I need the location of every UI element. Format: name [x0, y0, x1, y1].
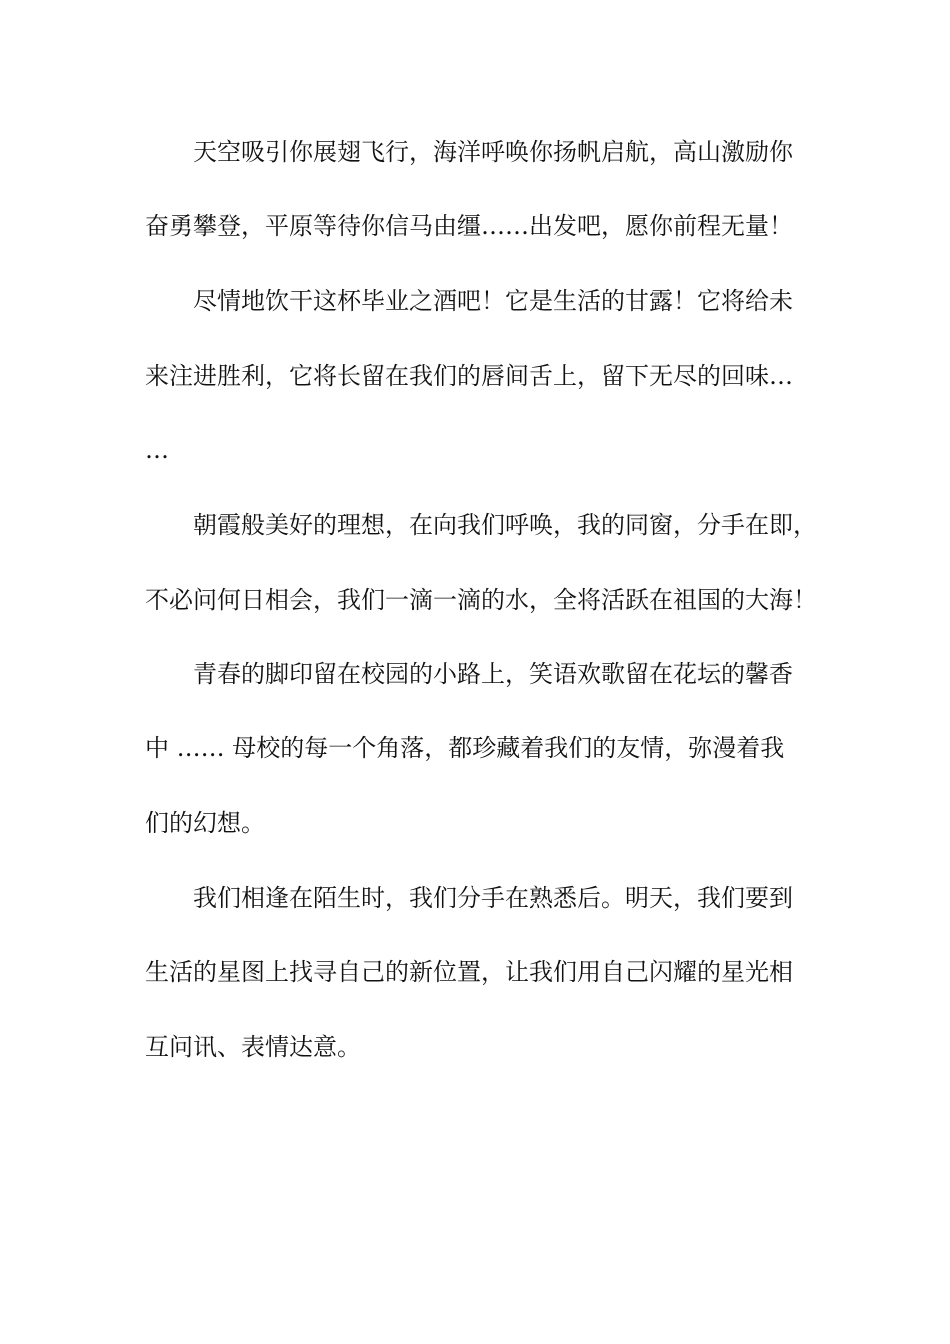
paragraph-4-line-3: 们的幻想。 — [145, 809, 265, 837]
paragraph-1-line-1: 天空吸引你展翅飞行，海洋呼唤你扬帆启航，高山激励你 — [193, 138, 793, 166]
paragraph-3-line-2: 不必问何日相会，我们一滴一滴的水，全将活跃在祖国的大海！ — [145, 586, 817, 614]
paragraph-5-line-1: 我们相逢在陌生时，我们分手在熟悉后。明天，我们要到 — [193, 884, 793, 912]
paragraph-4-line-2: 中 …… 母校的每一个角落，都珍藏着我们的友情，弥漫着我 — [145, 734, 785, 762]
paragraph-5-line-2: 生活的星图上找寻自己的新位置，让我们用自己闪耀的星光相 — [145, 958, 793, 986]
paragraph-5-line-3: 互问讯、表情达意。 — [145, 1033, 361, 1061]
paragraph-4-line-1: 青春的脚印留在校园的小路上，笑语欢歌留在花坛的馨香 — [193, 660, 793, 688]
paragraph-1-line-2: 奋勇攀登，平原等待你信马由缰……出发吧，愿你前程无量！ — [145, 212, 793, 240]
paragraph-2-line-3: … — [145, 436, 169, 464]
paragraph-2-line-1: 尽情地饮干这杯毕业之酒吧！它是生活的甘露！它将给未 — [193, 287, 793, 315]
paragraph-2-line-2: 来注进胜利，它将长留在我们的唇间舌上，留下无尽的回味… — [145, 362, 793, 390]
paragraph-3-line-1: 朝霞般美好的理想，在向我们呼唤，我的同窗，分手在即， — [193, 511, 817, 539]
